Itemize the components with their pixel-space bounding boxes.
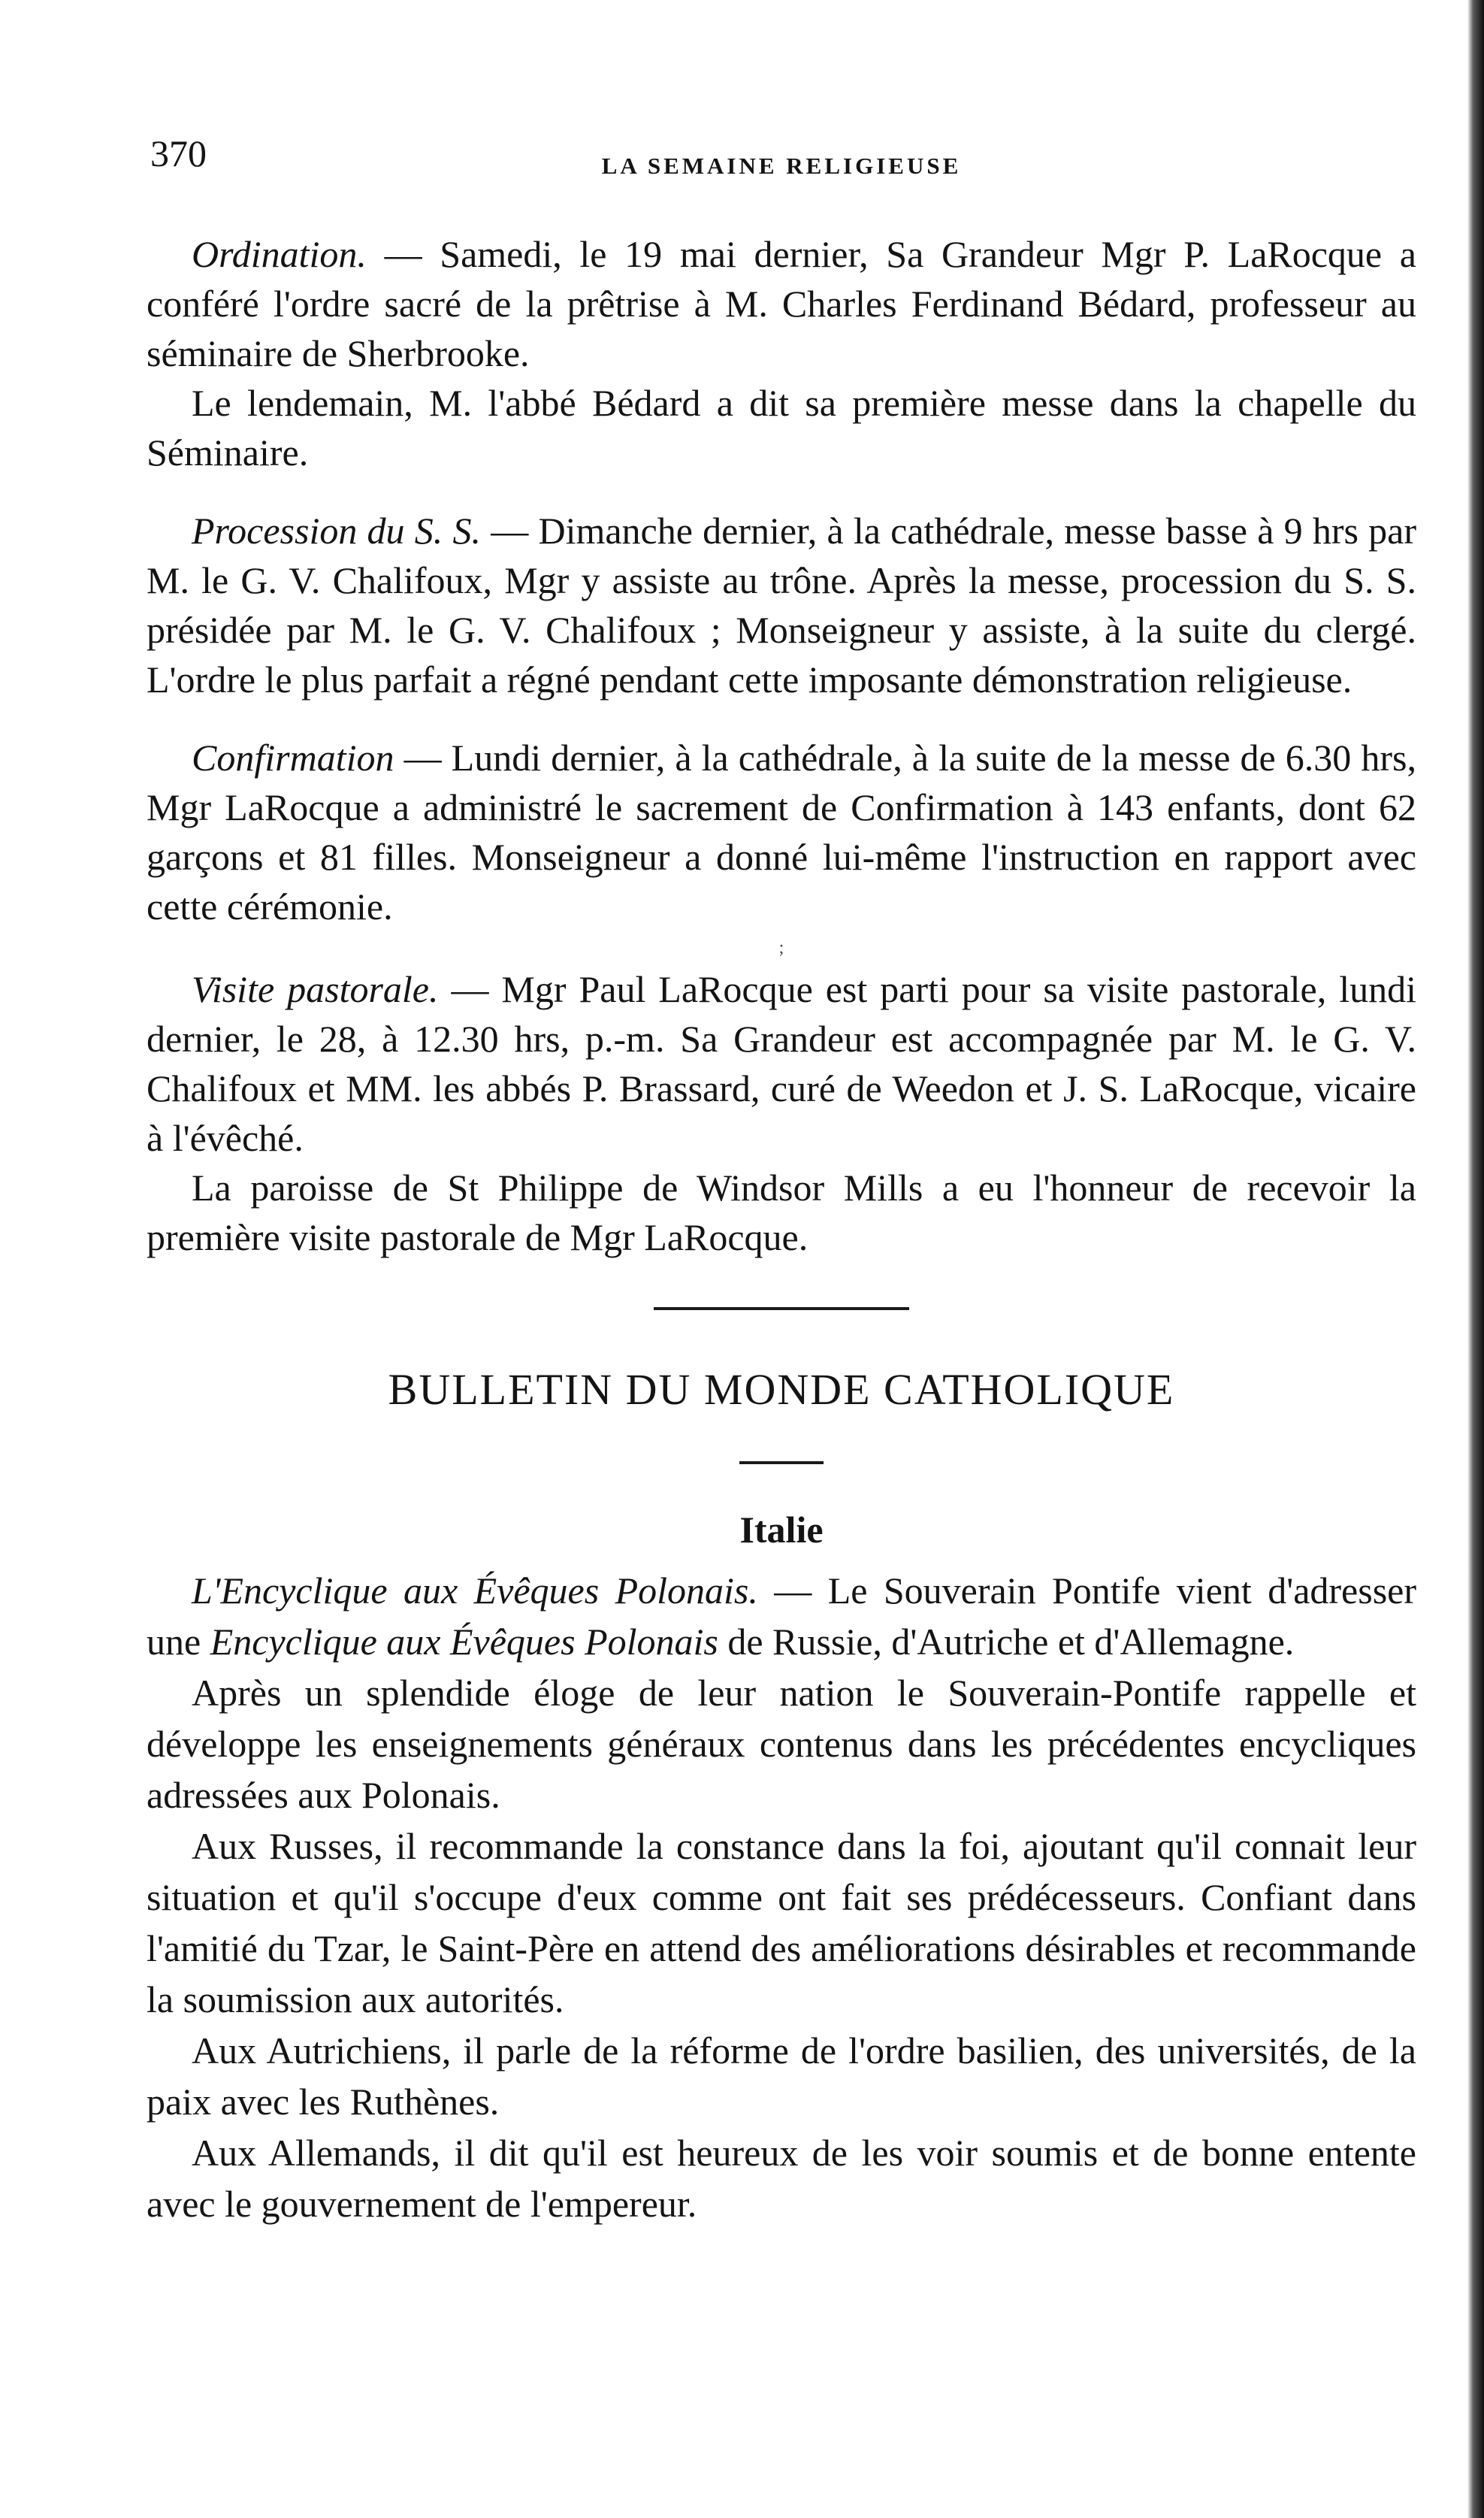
bulletin-paragraph: Après un splendide éloge de leur nation le Souverain-Pontife rappelle et développe les enseignements généraux contenus dans les précédentes encycliques adressées aux Polonais. bbox=[147, 1672, 1416, 1816]
bulletin-intro-text: — Le Souverain Pontife vient d'adresser une bbox=[147, 1569, 1416, 1663]
page-number: 370 bbox=[150, 132, 207, 174]
news-text: — Mgr Paul LaRocque est parti pour sa visite pastorale, lundi dernier, le 28, à 12.30 hrs, p.-m. Sa Grandeur est accompagnée par M. le G. V. Chalifoux et MM. les abbés P. Brassard, curé de Weedon et J. S. LaRocque, vicaire à l'évêché. bbox=[147, 968, 1416, 1159]
page-header bbox=[150, 132, 1413, 192]
bulletin-body bbox=[147, 1565, 1416, 2229]
scan-edge-shadow bbox=[1467, 0, 1484, 2518]
news-paragraph bbox=[147, 733, 1416, 931]
news-text: — Samedi, le 19 mai dernier, Sa Grandeur Mgr P. LaRocque a conféré l'ordre sacré de la prêtrise à M. Charles Ferdinand Bédard, professeur au séminaire de Sherbrooke. bbox=[147, 233, 1416, 374]
title-rule bbox=[739, 1461, 824, 1464]
news-text: — Dimanche dernier, à la cathédrale, messe basse à 9 hrs par M. le G. V. Chalifoux, Mgr y assiste au trône. Après la messe, procession du S. S. présidée par M. le G. V. Chalifoux ; Monseigneur y assiste, à la suite du clergé. L'ordre le plus parfait a régné pendant cette imposante démonstration religieuse. bbox=[147, 510, 1417, 701]
running-title: LA SEMAINE RELIGIEUSE bbox=[601, 153, 962, 179]
news-ordination bbox=[147, 229, 1416, 477]
news-visite-pastorale bbox=[147, 964, 1416, 1262]
news-heading: Ordination. bbox=[192, 233, 367, 275]
bulletin-intro-text: de Russie, d'Autriche et d'Allemagne. bbox=[727, 1621, 1295, 1663]
bulletin-intro bbox=[147, 1565, 1416, 1667]
page-content bbox=[147, 229, 1416, 2229]
news-continuation: Le lendemain, M. l'abbé Bédard a dit sa première messe dans la chapelle du Séminaire. bbox=[147, 382, 1416, 474]
section-title: BULLETIN DU MONDE CATHOLIQUE bbox=[388, 1365, 1175, 1414]
bulletin-paragraph: Aux Allemands, il dit qu'il est heureux de les voir soumis et de bonne entente avec le gouvernement de l'empereur. bbox=[147, 2132, 1416, 2225]
news-paragraph bbox=[147, 506, 1416, 704]
section-divider bbox=[654, 1307, 909, 1310]
bulletin-heading: L'Encyclique aux Évêques Polonais. bbox=[192, 1569, 758, 1612]
news-text: — Lundi dernier, à la cathédrale, à la suite de la messe de 6.30 hrs, Mgr LaRocque a administré le sacrement de Confirmation à 143 enfants, dont 62 garçons et 81 filles. Monseigneur a donné lui-même l'instruction en rapport avec cette cérémonie. bbox=[147, 737, 1416, 928]
stray-mark: ; bbox=[778, 938, 784, 958]
bulletin-paragraph: Aux Autrichiens, il parle de la réforme de l'ordre basilien, des universités, de la paix avec les Ruthènes. bbox=[147, 2029, 1416, 2123]
news-paragraph bbox=[147, 964, 1416, 1163]
country-subtitle: Italie bbox=[739, 1509, 824, 1551]
encyclical-title: Encyclique aux Évêques Polonais bbox=[210, 1621, 718, 1663]
news-procession bbox=[147, 506, 1416, 704]
bulletin-paragraph: Aux Russes, il recommande la constance dans la foi, ajoutant qu'il connait leur situation et qu'il s'occupe d'eux comme ont fait ses prédécesseurs. Confiant dans l'amitié du Tzar, le Saint-Père en attend des améliorations désirables et recommande la soumission aux autorités. bbox=[147, 1825, 1416, 2020]
news-heading: Visite pastorale. bbox=[192, 968, 439, 1010]
news-continuation: La paroisse de St Philippe de Windsor Mills a eu l'honneur de recevoir la première visite pastorale de Mgr LaRocque. bbox=[147, 1167, 1416, 1258]
news-confirmation bbox=[147, 733, 1416, 931]
news-heading: Procession du S. S. bbox=[192, 510, 481, 552]
news-heading: Confirmation bbox=[192, 737, 394, 779]
news-paragraph bbox=[147, 229, 1416, 378]
